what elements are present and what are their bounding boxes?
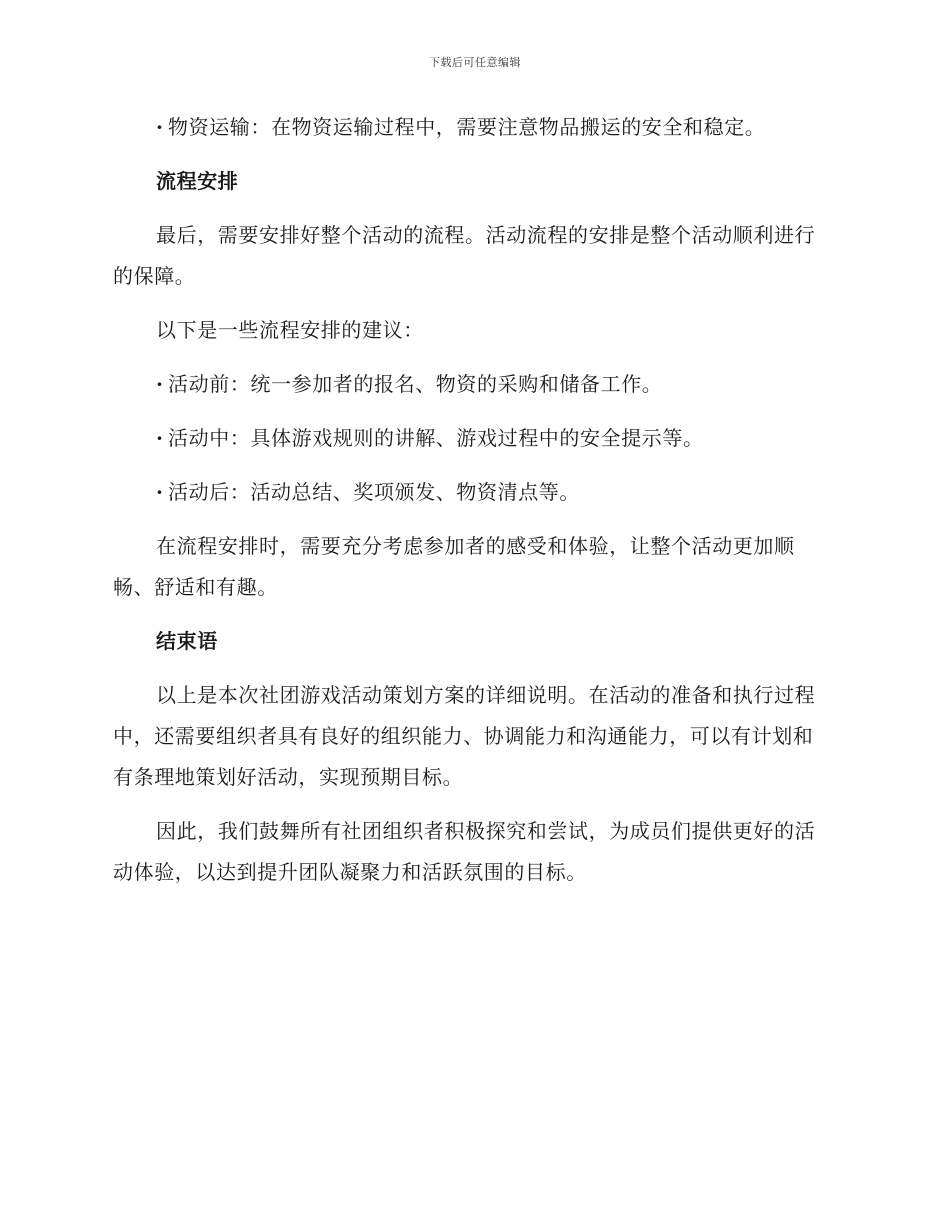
bullet-text: 物资运输：在物资运输过程中，需要注意物品搬运的安全和稳定。 (168, 115, 766, 139)
bullet-item-transport (113, 107, 831, 148)
paragraph-conclusion-encourage: 因此，我们鼓舞所有社团组织者积极探究和尝试，为成员们提供更好的活动体验，以达到提升团队凝聚力和活跃氛围的目标。 (113, 819, 816, 884)
bullet-dot: · (156, 115, 164, 139)
paragraph-process-intro: 最后，需要安排好整个活动的流程。活动流程的安排是整个活动顺利进行的保障。 (113, 223, 816, 288)
bullet-item-after (113, 472, 831, 513)
paragraph-conclusion-summary: 以上是本次社团游戏活动策划方案的详细说明。在活动的准备和执行过程中，还需要组织者具有良好的组织能力、协调能力和沟通能力，可以有计划和有条理地策划好活动，实现预期目标。 (113, 683, 816, 789)
paragraph-suggestions-lead: 以下是一些流程安排的建议： (156, 318, 424, 342)
bullet-text: 活动前：统一参加者的报名、物资的采购和储备工作。 (168, 372, 663, 396)
bullet-dot: · (156, 426, 164, 450)
bullet-text: 活动后：活动总结、奖项颁发、物资清点等。 (168, 480, 580, 504)
document-body (113, 107, 831, 906)
section-heading-conclusion: 结束语 (156, 629, 218, 653)
bullet-item-during (113, 418, 831, 459)
bullet-text: 活动中：具体游戏规则的讲解、游戏过程中的安全提示等。 (168, 426, 704, 450)
paragraph-process-consideration: 在流程安排时，需要充分考虑参加者的感受和体验，让整个活动更加顺畅、舒适和有趣。 (113, 534, 795, 599)
page-header: 下载后可任意编辑 (429, 56, 521, 69)
section-heading-process: 流程安排 (156, 169, 239, 193)
bullet-dot: · (156, 480, 164, 504)
bullet-item-before (113, 364, 831, 405)
bullet-dot: · (156, 372, 164, 396)
